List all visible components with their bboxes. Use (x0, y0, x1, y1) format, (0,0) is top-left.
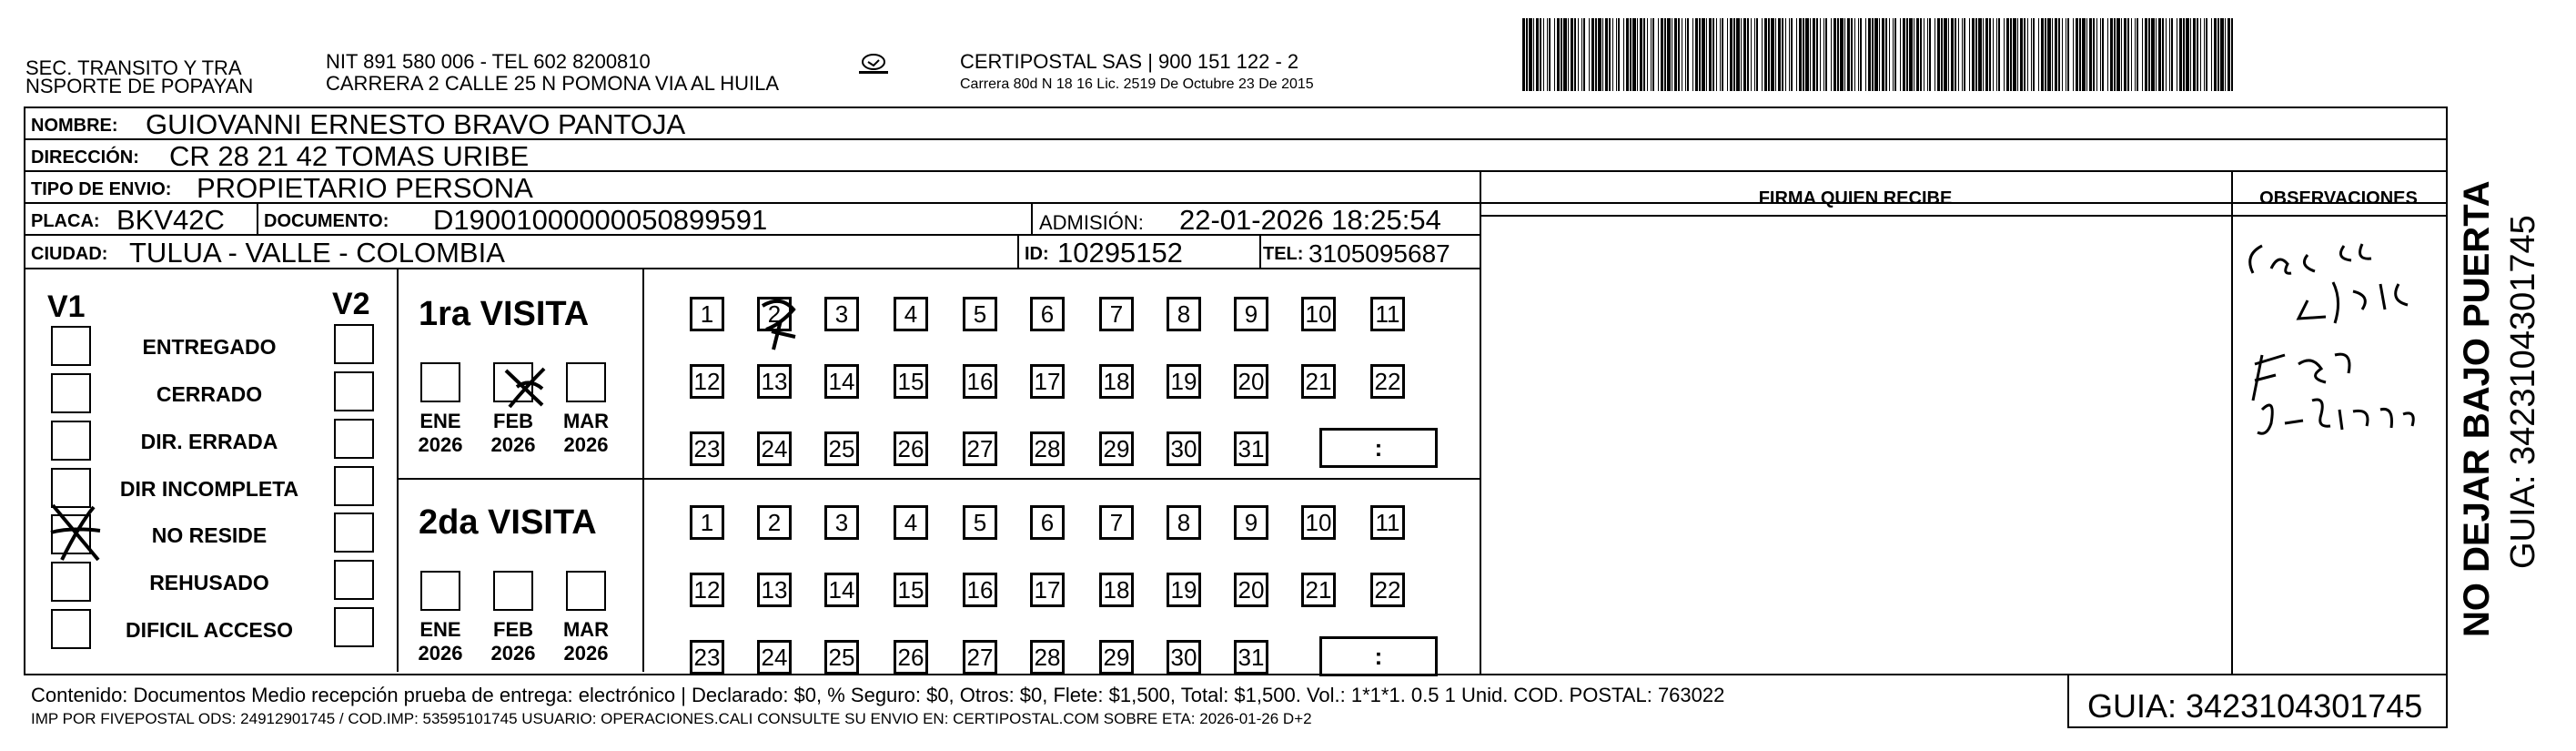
city-label: CIUDAD: (31, 244, 108, 264)
day-box[interactable]: 30 (1167, 431, 1201, 466)
name-label: NOMBRE: (31, 116, 118, 136)
month-label: FEB 2026 (490, 618, 536, 665)
courier-logo-icon (855, 53, 892, 76)
day-box[interactable]: 25 (824, 431, 859, 466)
v1-checkbox[interactable] (51, 373, 91, 413)
nit-line: NIT 891 580 006 - TEL 602 8200810 (326, 50, 651, 73)
admission-label: ADMISIÓN: (1039, 211, 1144, 234)
day-box[interactable]: 28 (1030, 640, 1065, 675)
day-box[interactable]: 9 (1234, 505, 1268, 540)
day-box[interactable]: 27 (963, 640, 997, 675)
day-box[interactable]: 25 (824, 640, 859, 675)
side-guide: GUIA: 3423104301745 (2504, 215, 2542, 569)
check-mark-icon (753, 293, 808, 357)
day-box[interactable]: 10 (1301, 505, 1336, 540)
day-box[interactable]: 7 (1099, 505, 1134, 540)
type-label: TIPO DE ENVIO: (31, 179, 172, 199)
day-box[interactable]: 4 (894, 505, 928, 540)
document-label: DOCUMENTO: (264, 211, 389, 231)
month-checkbox[interactable] (493, 571, 533, 611)
day-box[interactable]: 13 (757, 573, 792, 607)
day-box[interactable]: 22 (1370, 364, 1405, 399)
status-option-label: DIR. ERRADA (140, 430, 278, 453)
day-box[interactable]: 11 (1370, 505, 1405, 540)
v2-checkbox[interactable] (334, 607, 374, 647)
day-box[interactable]: 18 (1099, 573, 1134, 607)
day-box[interactable]: 11 (1370, 297, 1405, 331)
status-option-label: DIFICIL ACCESO (125, 618, 293, 642)
day-box[interactable]: 12 (690, 573, 724, 607)
day-box[interactable]: 29 (1099, 640, 1134, 675)
v2-checkbox[interactable] (334, 371, 374, 411)
day-box[interactable]: 10 (1301, 297, 1336, 331)
footer-content: Contenido: Documentos Medio recepción prueba de entrega: electrónico | Declarado: $0, % Seguro: $0, Otros: $0, Flete: $1,500, Total: $1,500. Vol.: 1*1*1. 0.5 1 Unid. COD. POSTAL: 763022 (31, 684, 1725, 706)
v2-checkbox[interactable] (334, 419, 374, 459)
day-box[interactable]: 23 (690, 431, 724, 466)
status-option-label: DIR INCOMPLETA (119, 477, 299, 501)
v1-label: V1 (47, 289, 86, 324)
day-box[interactable]: 28 (1030, 431, 1065, 466)
v2-checkbox[interactable] (334, 466, 374, 506)
status-option-label: ENTREGADO (142, 335, 277, 359)
day-box[interactable]: 22 (1370, 573, 1405, 607)
day-box[interactable]: 21 (1301, 364, 1336, 399)
plate-label: PLACA: (31, 211, 100, 231)
month-label: MAR 2026 (562, 410, 610, 456)
document-value: D19001000000050899591 (433, 204, 768, 236)
barcode (1522, 18, 2234, 91)
day-box[interactable]: 9 (1234, 297, 1268, 331)
signature-divider (1480, 172, 1481, 675)
id-value: 10295152 (1057, 237, 1183, 269)
month-checkbox[interactable] (566, 362, 606, 402)
day-box[interactable]: 21 (1301, 573, 1336, 607)
v2-label: V2 (332, 287, 370, 321)
signature-label: FIRMA QUIEN RECIBE (1758, 188, 1953, 208)
v2-checkbox[interactable] (334, 560, 374, 600)
day-box[interactable]: 1 (690, 297, 724, 331)
tel-value: 3105095687 (1308, 239, 1450, 268)
admission-value: 22-01-2026 18:25:54 (1179, 204, 1441, 236)
day-box[interactable]: 15 (894, 364, 928, 399)
month-checkbox[interactable] (420, 362, 460, 402)
day-box[interactable]: 26 (894, 431, 928, 466)
day-box[interactable]: 31 (1234, 431, 1268, 466)
day-box[interactable]: 12 (690, 364, 724, 399)
recipient-name: GUIOVANNI ERNESTO BRAVO PANTOJA (146, 108, 686, 140)
day-box[interactable]: 30 (1167, 640, 1201, 675)
month-label: ENE 2026 (418, 618, 463, 665)
handwritten-observations-icon (2235, 218, 2444, 455)
day-box[interactable]: 19 (1167, 364, 1201, 399)
day-box[interactable]: 24 (757, 431, 792, 466)
day-box[interactable]: 20 (1234, 364, 1268, 399)
v1-checkbox[interactable] (51, 421, 91, 461)
month-label: MAR 2026 (562, 618, 610, 665)
address-label: DIRECCIÓN: (31, 147, 139, 167)
day-box[interactable]: 31 (1234, 640, 1268, 675)
address-line: CARRERA 2 CALLE 25 N POMONA VIA AL HUILA (326, 72, 780, 95)
day-box[interactable]: 2 (757, 505, 792, 540)
day-box[interactable]: 29 (1099, 431, 1134, 466)
day-box[interactable]: 16 (963, 364, 997, 399)
day-box[interactable]: 26 (894, 640, 928, 675)
observations-label: OBSERVACIONES (2259, 188, 2418, 208)
day-box[interactable]: 17 (1030, 573, 1065, 607)
day-box[interactable]: 24 (757, 640, 792, 675)
day-box[interactable]: 8 (1167, 505, 1201, 540)
office-line-1: SEC. TRANSITO Y TRA (25, 56, 242, 79)
courier-name: CERTIPOSTAL SAS | 900 151 122 - 2 (960, 50, 1299, 73)
day-box[interactable]: 19 (1167, 573, 1201, 607)
plate-value: BKV42C (116, 204, 225, 236)
day-box[interactable]: 14 (824, 364, 859, 399)
day-box[interactable]: 17 (1030, 364, 1065, 399)
observations-area[interactable] (2235, 218, 2444, 665)
month-checkbox[interactable] (420, 571, 460, 611)
day-box[interactable]: 5 (963, 297, 997, 331)
day-box[interactable]: 1 (690, 505, 724, 540)
signature-area[interactable] (1492, 218, 2220, 665)
status-option-label: NO RESIDE (151, 523, 268, 547)
time-box[interactable]: : (1319, 428, 1438, 468)
month-label: ENE 2026 (418, 410, 463, 456)
visit-title: 2da VISITA (419, 503, 597, 542)
day-box[interactable]: 20 (1234, 573, 1268, 607)
day-box[interactable]: 16 (963, 573, 997, 607)
day-box[interactable]: 13 (757, 364, 792, 399)
day-box[interactable]: 18 (1099, 364, 1134, 399)
month-label: FEB 2026 (490, 410, 536, 456)
recipient-address: CR 28 21 42 TOMAS URIBE (169, 140, 530, 172)
day-box[interactable]: 2 (757, 297, 792, 331)
office-line-2: NSPORTE DE POPAYAN (25, 75, 254, 97)
day-box[interactable]: 3 (824, 505, 859, 540)
day-box[interactable]: 7 (1099, 297, 1134, 331)
time-box[interactable]: : (1319, 636, 1438, 676)
day-box[interactable]: 3 (824, 297, 859, 331)
courier-license: Carrera 80d N 18 16 Lic. 2519 De Octubre 23 De 2015 (960, 76, 1314, 92)
city-value: TULUA - VALLE - COLOMBIA (129, 237, 505, 269)
v2-checkbox[interactable] (334, 513, 374, 553)
guide-box (2067, 674, 2448, 728)
observations-divider (2231, 172, 2233, 675)
side-warning: NO DEJAR BAJO PUERTA (2457, 180, 2497, 637)
check-mark-icon (44, 496, 107, 569)
address-row (25, 140, 2446, 172)
check-mark-icon (499, 360, 553, 414)
visit-title: 1ra VISITA (419, 295, 590, 333)
v1-checkbox[interactable] (51, 609, 91, 649)
shipment-type: PROPIETARIO PERSONA (197, 172, 533, 204)
day-box[interactable]: 4 (894, 297, 928, 331)
day-box[interactable]: 8 (1167, 297, 1201, 331)
city-row (25, 236, 1481, 269)
id-label: ID: (1025, 244, 1049, 264)
plate-row (25, 204, 1481, 236)
day-box[interactable]: 23 (690, 640, 724, 675)
footer-imp: IMP POR FIVEPOSTAL ODS: 24912901745 / COD.IMP: 53595101745 USUARIO: OPERACIONES.CALI CONSULTE SU ENVIO EN: CERTIPOSTAL.COM SOBRE ETA: 2026-01-26 D+2 (31, 710, 1312, 727)
day-box[interactable]: 15 (894, 573, 928, 607)
day-box[interactable]: 6 (1030, 505, 1065, 540)
tel-label: TEL: (1263, 244, 1304, 264)
day-box[interactable]: 6 (1030, 297, 1065, 331)
day-box[interactable]: 27 (963, 431, 997, 466)
status-option-label: CERRADO (156, 382, 263, 406)
day-box[interactable]: 5 (963, 505, 997, 540)
v2-checkbox[interactable] (334, 324, 374, 364)
footer-guide: GUIA: 3423104301745 (2087, 687, 2423, 725)
v1-checkbox[interactable] (51, 326, 91, 366)
day-box[interactable]: 14 (824, 573, 859, 607)
month-checkbox[interactable] (566, 571, 606, 611)
name-row (25, 108, 2446, 140)
status-option-label: REHUSADO (149, 571, 269, 594)
